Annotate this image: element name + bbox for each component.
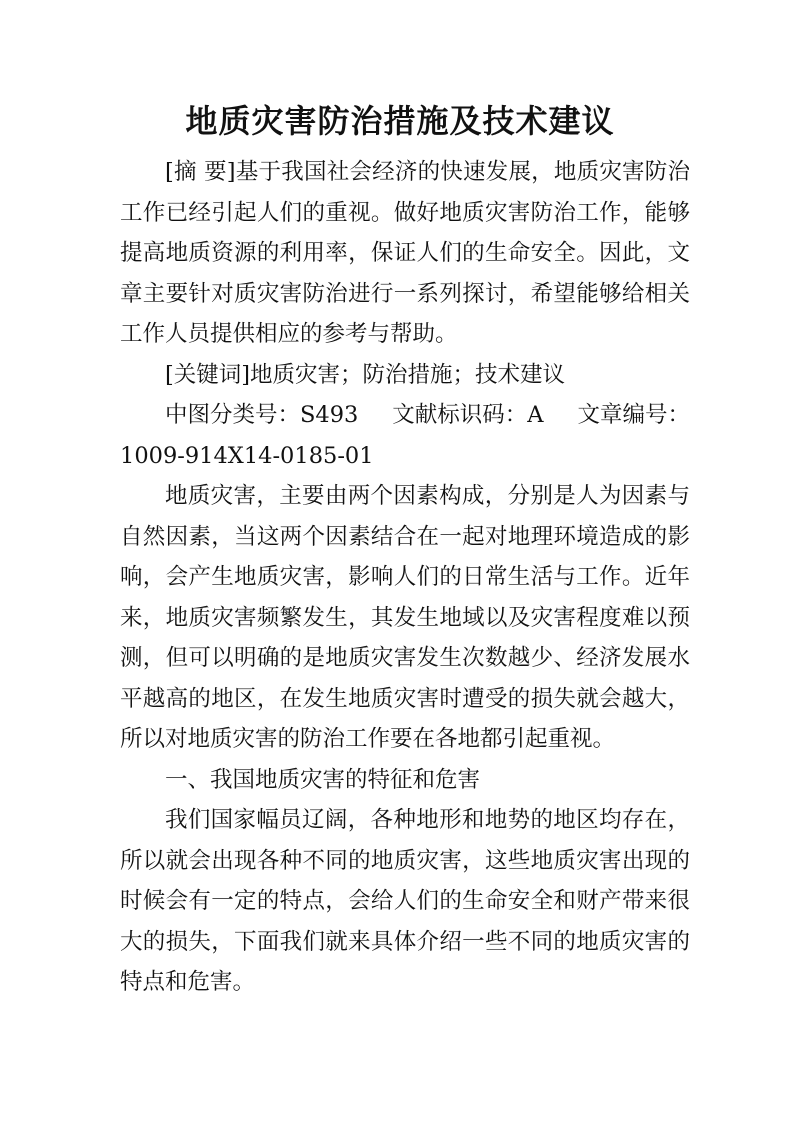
intro-paragraph: 地质灾害，主要由两个因素构成，分别是人为因素与自然因素，当这两个因素结合在一起对地理环境造成的影响，会产生地质灾害，影响人们的日常生活与工作。近年来，地质灾害频繁发生，其发生地域以及灾害程度难以预测，但可以明确的是地质灾害发生次数越少、经济发展水平越高的地区，在发生地质灾害时遭受的损失就会越大，所以对地质灾害的防治工作要在各地都引起重视。 [120, 483, 690, 752]
article-number: 1009-914X14-0185-01 [120, 442, 374, 469]
classification-line [120, 395, 690, 436]
keywords-paragraph: [关键词]地质灾害；防治措施；技术建议 [165, 361, 566, 388]
document-body [120, 152, 690, 1003]
section-heading: 一、我国地质灾害的特征和危害 [165, 766, 481, 793]
section-paragraph: 我们国家幅员辽阔，各种地形和地势的地区均存在，所以就会出现各种不同的地质灾害，这些地质灾害出现的时候会有一定的特点，会给人们的生命安全和财产带来很大的损失，下面我们就来具体介绍一些不同的地质灾害的特点和危害。 [120, 807, 690, 995]
article-number-label: 文章编号： [577, 402, 690, 428]
document-code: 文献标识码：A [392, 402, 544, 428]
abstract-paragraph: [摘 要]基于我国社会经济的快速发展，地质灾害防治工作已经引起人们的重视。做好地质灾害防治工作，能够提高地质资源的利用率，保证人们的生命安全。因此，文章主要针对质灾害防治进行一系列探讨，希望能够给相关工作人员提供相应的参考与帮助。 [120, 159, 690, 347]
clc-number: 中图分类号：S493 [165, 402, 359, 428]
document-title: 地质灾害防治措施及技术建议 [185, 102, 615, 140]
